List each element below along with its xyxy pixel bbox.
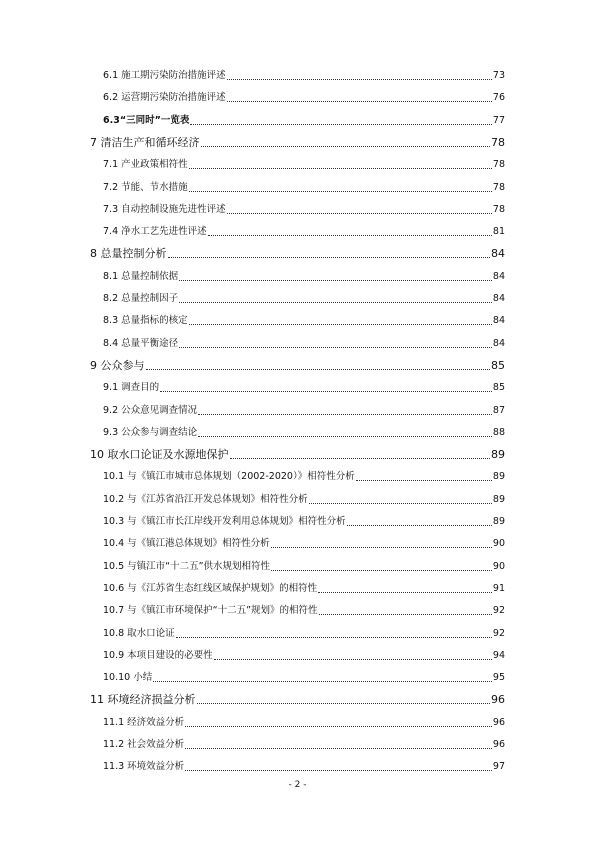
toc-section-entry[interactable] bbox=[103, 470, 505, 484]
toc-section-entry[interactable] bbox=[103, 560, 505, 574]
toc-chapter-entry[interactable] bbox=[90, 693, 505, 707]
toc-entry-title: 11 环境经济损益分析 bbox=[90, 693, 196, 706]
toc-entry-title: 8.1 总量控制依据 bbox=[103, 271, 179, 282]
dot-leader bbox=[271, 547, 492, 548]
toc-entry-page-number: 89 bbox=[491, 448, 505, 461]
toc-section-entry[interactable] bbox=[103, 627, 505, 641]
toc-entry-page-number: 95 bbox=[492, 672, 505, 683]
dot-leader bbox=[168, 257, 491, 258]
toc-chapter-entry[interactable] bbox=[90, 448, 505, 462]
dot-leader bbox=[176, 637, 492, 638]
dot-leader bbox=[347, 525, 492, 526]
toc-section-entry[interactable] bbox=[103, 671, 505, 685]
dot-leader bbox=[160, 391, 492, 392]
toc-entry-page-number: 92 bbox=[492, 605, 505, 616]
toc-entry-page-number: 84 bbox=[492, 338, 505, 349]
toc-entry-page-number: 91 bbox=[492, 583, 505, 594]
dot-leader bbox=[189, 324, 492, 325]
toc-entry-title: 10.8 取水口论证 bbox=[103, 628, 175, 639]
toc-section-entry[interactable] bbox=[103, 292, 505, 306]
toc-section-entry[interactable] bbox=[103, 493, 505, 507]
toc-section-entry[interactable] bbox=[103, 337, 505, 351]
toc-entry-page-number: 78 bbox=[492, 204, 505, 215]
toc-entry-title: 9.1 调查目的 bbox=[103, 382, 160, 393]
toc-entry-page-number: 77 bbox=[492, 115, 505, 126]
toc-entry-page-number: 87 bbox=[492, 405, 505, 416]
toc-entry-title: 8.2 总量控制因子 bbox=[103, 293, 179, 304]
dot-leader bbox=[153, 681, 492, 682]
toc-entry-page-number: 90 bbox=[492, 538, 505, 549]
toc-section-entry[interactable] bbox=[103, 114, 505, 128]
toc-section-entry[interactable] bbox=[103, 314, 505, 328]
toc-section-entry[interactable] bbox=[103, 426, 505, 440]
toc-entry-page-number: 78 bbox=[491, 136, 505, 149]
toc-chapter-entry[interactable] bbox=[90, 247, 505, 261]
dot-leader bbox=[227, 101, 492, 102]
dot-leader bbox=[198, 436, 492, 437]
toc-entry-title: 11.2 社会效益分析 bbox=[103, 739, 185, 750]
toc-section-entry[interactable] bbox=[103, 582, 505, 596]
toc-entry-title: 6.2 运营期污染防治措施评述 bbox=[103, 92, 226, 103]
dot-leader bbox=[214, 659, 492, 660]
toc-entry-title: 10.10 小结 bbox=[103, 672, 153, 683]
toc-section-entry[interactable] bbox=[103, 69, 505, 83]
toc-entry-title: 10 取水口论证及水源地保护 bbox=[90, 448, 229, 461]
toc-section-entry[interactable] bbox=[103, 181, 505, 195]
toc-entry-title: 8.3 总量指标的核定 bbox=[103, 315, 188, 326]
dot-leader bbox=[230, 458, 491, 459]
toc-entry-page-number: 84 bbox=[491, 247, 505, 260]
toc-section-entry[interactable] bbox=[103, 716, 505, 730]
toc-entry-page-number: 84 bbox=[492, 271, 505, 282]
toc-entry-page-number: 78 bbox=[492, 182, 505, 193]
toc-entry-page-number: 92 bbox=[492, 628, 505, 639]
dot-leader bbox=[309, 503, 492, 504]
toc-chapter-entry[interactable] bbox=[90, 359, 505, 373]
toc-entry-title: 9 公众参与 bbox=[90, 359, 145, 372]
dot-leader bbox=[185, 748, 492, 749]
dot-leader bbox=[146, 369, 491, 370]
toc-entry-title: 7.2 节能、节水措施 bbox=[103, 182, 188, 193]
toc-entry-title: 6.1 施工期污染防治措施评述 bbox=[103, 70, 226, 81]
toc-section-entry[interactable] bbox=[103, 203, 505, 217]
toc-entry-page-number: 89 bbox=[492, 516, 505, 527]
toc-entry-page-number: 96 bbox=[492, 717, 505, 728]
dot-leader bbox=[179, 302, 492, 303]
toc-entry-title: 8 总量控制分析 bbox=[90, 247, 167, 260]
dot-leader bbox=[185, 726, 492, 727]
toc-entry-title: 10.2 与《江苏省沿江开发总体规划》相符性分析 bbox=[103, 494, 308, 505]
toc-section-entry[interactable] bbox=[103, 760, 505, 774]
dot-leader bbox=[189, 168, 492, 169]
toc-entry-page-number: 89 bbox=[492, 494, 505, 505]
toc-entry-page-number: 81 bbox=[492, 226, 505, 237]
toc-entry-title: 9.2 公众意见调查情况 bbox=[103, 405, 198, 416]
dot-leader bbox=[197, 703, 491, 704]
dot-leader bbox=[190, 124, 492, 125]
toc-entry-page-number: 90 bbox=[492, 561, 505, 572]
toc-section-entry[interactable] bbox=[103, 738, 505, 752]
toc-entry-title: 6.3“三同时”一览表 bbox=[103, 115, 190, 126]
toc-entry-title: 10.5 与镇江市“十二五”供水规划相符性 bbox=[103, 561, 271, 572]
toc-entry-page-number: 88 bbox=[492, 427, 505, 438]
dot-leader bbox=[271, 570, 492, 571]
toc-section-entry[interactable] bbox=[103, 515, 505, 529]
dot-leader bbox=[356, 480, 492, 481]
toc-section-entry[interactable] bbox=[103, 604, 505, 618]
toc-entry-page-number: 85 bbox=[491, 359, 505, 372]
dot-leader bbox=[318, 592, 492, 593]
toc-entry-title: 9.3 公众参与调查结论 bbox=[103, 427, 198, 438]
toc-entry-title: 11.3 环境效益分析 bbox=[103, 761, 185, 772]
toc-section-entry[interactable] bbox=[103, 381, 505, 395]
dot-leader bbox=[179, 280, 492, 281]
toc-section-entry[interactable] bbox=[103, 91, 505, 105]
toc-entry-page-number: 84 bbox=[492, 293, 505, 304]
toc-entry-title: 8.4 总量平衡途径 bbox=[103, 338, 179, 349]
toc-section-entry[interactable] bbox=[103, 404, 505, 418]
toc-entry-page-number: 89 bbox=[492, 471, 505, 482]
toc-entry-title: 7.1 产业政策相符性 bbox=[103, 159, 188, 170]
toc-entry-page-number: 76 bbox=[492, 92, 505, 103]
toc-section-entry[interactable] bbox=[103, 158, 505, 172]
toc-entry-page-number: 96 bbox=[492, 739, 505, 750]
toc-entry-title: 11.1 经济效益分析 bbox=[103, 717, 185, 728]
toc-entry-page-number: 73 bbox=[492, 70, 505, 81]
toc-section-entry[interactable] bbox=[103, 537, 505, 551]
toc-chapter-entry[interactable] bbox=[90, 136, 505, 150]
toc-entry-title: 10.9 本项目建设的必要性 bbox=[103, 650, 213, 661]
dot-leader bbox=[198, 414, 492, 415]
toc-entry-page-number: 94 bbox=[492, 650, 505, 661]
toc-section-entry[interactable] bbox=[103, 225, 505, 239]
dot-leader bbox=[185, 770, 492, 771]
dot-leader bbox=[189, 191, 492, 192]
page-number: - 2 - bbox=[288, 780, 307, 790]
toc-entry-title: 7 清洁生产和循环经济 bbox=[90, 136, 200, 149]
dot-leader bbox=[201, 146, 491, 147]
dot-leader bbox=[319, 614, 492, 615]
toc-entry-title: 10.3 与《镇江市长江岸线开发利用总体规划》相符性分析 bbox=[103, 516, 346, 527]
toc-entry-title: 7.3 自动控制设施先进性评述 bbox=[103, 204, 226, 215]
toc-entry-title: 10.1 与《镇江市城市总体规划（2002-2020）》相符性分析 bbox=[103, 471, 355, 482]
dot-leader bbox=[179, 347, 492, 348]
toc-entry-page-number: 78 bbox=[492, 159, 505, 170]
toc-entry-title: 10.6 与《江苏省生态红线区域保护规划》的相符性 bbox=[103, 583, 318, 594]
toc-entry-page-number: 85 bbox=[492, 382, 505, 393]
toc-entry-page-number: 97 bbox=[492, 761, 505, 772]
toc-entry-title: 7.4 净水工艺先进性评述 bbox=[103, 226, 207, 237]
toc-entry-title: 10.7 与《镇江市环境保护“十二五”规划》的相符性 bbox=[103, 605, 318, 616]
toc-section-entry[interactable] bbox=[103, 270, 505, 284]
toc-entry-page-number: 84 bbox=[492, 315, 505, 326]
toc-entry-title: 10.4 与《镇江港总体规划》相符性分析 bbox=[103, 538, 270, 549]
toc-section-entry[interactable] bbox=[103, 649, 505, 663]
dot-leader bbox=[227, 79, 492, 80]
dot-leader bbox=[208, 235, 492, 236]
toc-entry-page-number: 96 bbox=[491, 693, 505, 706]
dot-leader bbox=[227, 213, 492, 214]
